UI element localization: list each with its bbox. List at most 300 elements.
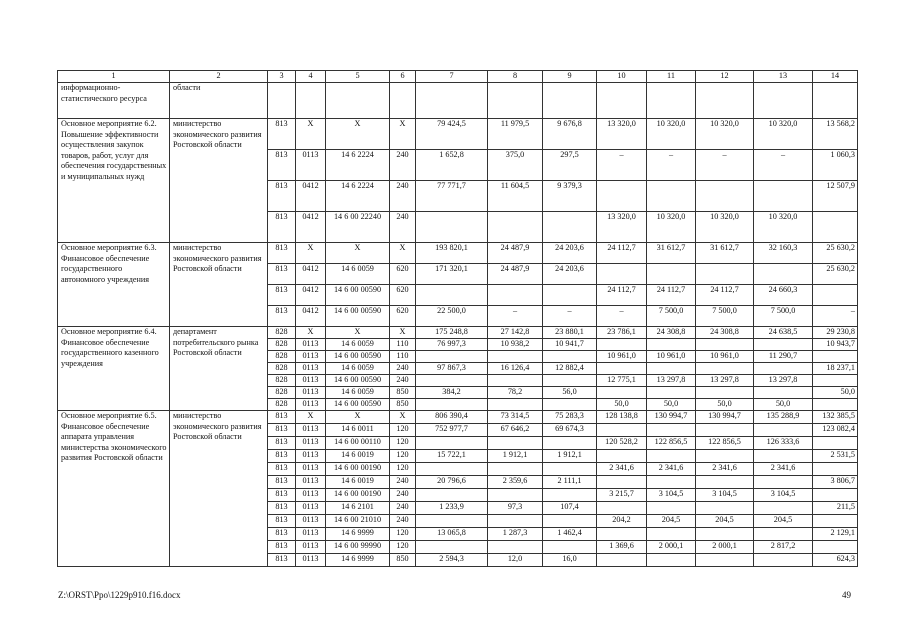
footer-page-number: 49 [842,590,851,600]
table-cell [597,424,647,437]
header-row [58,71,858,83]
table-cell: 13 568,2 [813,119,858,150]
table-cell: 97 867,3 [416,363,488,375]
table-cell: 20 796,6 [416,476,488,489]
table-cell: 24 308,8 [647,327,696,339]
table-cell: 297,5 [543,150,597,181]
table-cell: 806 390,4 [416,411,488,424]
table-cell: 14 6 0059 [326,387,390,399]
column-number: 10 [597,71,647,83]
table-cell: 14 6 9999 [326,554,390,567]
table-cell: 0113 [296,476,326,489]
table-cell [647,502,696,515]
table-cell: 813 [268,463,296,476]
table-cell: 14 6 00 00190 [326,463,390,476]
table-cell: 14 6 00 22240 [326,212,390,243]
table-cell: 204,2 [597,515,647,528]
table-cell [543,351,597,363]
table-cell: 7 500,0 [647,306,696,327]
table-cell: 126 333,6 [754,437,813,450]
table-cell: 120 [390,463,416,476]
table-cell: 120 528,2 [597,437,647,450]
table-cell: 123 082,4 [813,424,858,437]
table-cell: 2 341,6 [597,463,647,476]
table-cell: 23 880,1 [543,327,597,339]
table-cell [416,489,488,502]
table-cell: 240 [390,515,416,528]
table-cell [416,351,488,363]
table-cell: 7 500,0 [696,306,754,327]
table-cell: 24 203,6 [543,264,597,285]
table-cell: 813 [268,541,296,554]
table-cell: 2 129,1 [813,528,858,541]
table-cell [754,554,813,567]
table-cell [488,351,543,363]
table-cell: 1 912,1 [543,450,597,463]
table-cell: 110 [390,351,416,363]
table-cell: 813 [268,528,296,541]
table-cell: – [647,150,696,181]
table-cell: 813 [268,150,296,181]
empty-cell [268,83,296,119]
table-cell [813,212,858,243]
table-cell: 828 [268,399,296,411]
table-cell: 3 104,5 [647,489,696,502]
table-cell [488,463,543,476]
table-cell: 24 487,9 [488,243,543,264]
table-cell: 828 [268,339,296,351]
empty-cell [326,83,390,119]
table-cell: 0113 [296,387,326,399]
table-cell: 0113 [296,399,326,411]
empty-cell [488,83,543,119]
table-cell: 13 320,0 [597,119,647,150]
table-cell: 813 [268,212,296,243]
empty-cell [696,83,754,119]
table-cell: 10 961,0 [597,351,647,363]
table-cell: 12,0 [488,554,543,567]
table-row [58,411,858,424]
table-cell: 2 817,2 [754,541,813,554]
table-cell: 14 6 2224 [326,150,390,181]
table-cell [416,375,488,387]
table-cell: 25 630,2 [813,243,858,264]
table-cell: Х [326,119,390,150]
table-cell: 79 424,5 [416,119,488,150]
table-cell: 0113 [296,463,326,476]
table-cell: 0412 [296,285,326,306]
table-cell [543,399,597,411]
table-cell: 50,0 [754,399,813,411]
table-cell [416,515,488,528]
measure-name: Основное мероприятие 6.5. Финансовое обеспечение аппарата управления министерства экономического развития Ростовской области [58,411,170,567]
table-cell: 14 6 0059 [326,363,390,375]
table-cell [696,554,754,567]
table-cell [543,463,597,476]
table-cell: Х [296,327,326,339]
table-cell: 14 6 2101 [326,502,390,515]
table-cell: 120 [390,541,416,554]
table-cell: 14 6 0059 [326,264,390,285]
table-cell [416,285,488,306]
table-cell: Х [326,327,390,339]
table-cell: 77 771,7 [416,181,488,212]
table-cell [813,351,858,363]
table-cell: 10 320,0 [754,212,813,243]
table-cell: – [597,150,647,181]
table-cell: 0113 [296,554,326,567]
table-cell [696,181,754,212]
table-cell: 813 [268,424,296,437]
table-cell: 11 290,7 [754,351,813,363]
table-cell: 10 938,2 [488,339,543,351]
table-cell: 12 882,4 [543,363,597,375]
table-cell [813,463,858,476]
table-cell: 0113 [296,150,326,181]
table-cell: 14 6 9999 [326,528,390,541]
table-cell: 14 6 00 00110 [326,437,390,450]
table-cell: 0412 [296,181,326,212]
table-cell: 10 320,0 [696,119,754,150]
table-cell: 18 237,1 [813,363,858,375]
table-cell: Х [390,411,416,424]
table-cell [696,424,754,437]
table-cell: 752 977,7 [416,424,488,437]
table-cell: 10 961,0 [647,351,696,363]
table-cell [813,437,858,450]
table-cell: 0113 [296,450,326,463]
table-cell: 50,0 [696,399,754,411]
empty-cell [813,83,858,119]
table-cell: 14 6 00 00590 [326,399,390,411]
table-cell: 7 500,0 [754,306,813,327]
table-cell: 193 820,1 [416,243,488,264]
empty-cell [597,83,647,119]
table-cell [754,387,813,399]
table-cell [754,264,813,285]
table-cell: 0412 [296,264,326,285]
table-cell: 1 912,1 [488,450,543,463]
measure-name: Основное мероприятие 6.4. Финансовое обеспечение государственного казенного учреждения [58,327,170,411]
table-cell: 240 [390,489,416,502]
table-cell: 10 320,0 [647,119,696,150]
table-cell: 0113 [296,375,326,387]
table-cell: 10 941,7 [543,339,597,351]
table-cell: 130 994,7 [647,411,696,424]
table-cell: 56,0 [543,387,597,399]
table-cell: Х [390,327,416,339]
table-cell: 27 142,8 [488,327,543,339]
table-cell: 375,0 [488,150,543,181]
table-cell: 14 6 0059 [326,339,390,351]
table-cell: 24 203,6 [543,243,597,264]
executor-name: министерство экономического развития Ростовской области [170,411,268,567]
table-cell: 22 500,0 [416,306,488,327]
continuation-row [58,83,858,119]
table-cell: 69 674,3 [543,424,597,437]
table-cell: 813 [268,181,296,212]
table-cell: 813 [268,437,296,450]
table-cell: 14 6 00 00590 [326,375,390,387]
table-cell: 130 994,7 [696,411,754,424]
table-cell [754,181,813,212]
table-cell: Х [326,243,390,264]
table-cell: 3 104,5 [696,489,754,502]
table-cell: 13 297,8 [754,375,813,387]
table-cell: 14 6 0019 [326,476,390,489]
table-cell: 0113 [296,502,326,515]
table-cell: 240 [390,181,416,212]
table-cell: 13 065,8 [416,528,488,541]
table-cell: 14 6 0019 [326,450,390,463]
measure-name: Основное мероприятие 6.2. Повышение эффективности осуществления закупок товаров, работ, услуг для обеспечения государственных и муниципальных нужд [58,119,170,243]
table-cell: 2 341,6 [696,463,754,476]
table-cell: 175 248,8 [416,327,488,339]
table-cell: 14 6 2224 [326,181,390,212]
table-cell: 0113 [296,339,326,351]
table-cell: Х [390,243,416,264]
table-cell: 15 722,1 [416,450,488,463]
table-cell [754,502,813,515]
table-cell [543,375,597,387]
table-cell [597,502,647,515]
table-cell: 50,0 [597,399,647,411]
table-cell: – [754,150,813,181]
table-cell: 3 104,5 [754,489,813,502]
table-cell [597,339,647,351]
table-cell: 828 [268,327,296,339]
table-cell [647,554,696,567]
column-number: 5 [326,71,390,83]
table-cell: 828 [268,351,296,363]
table-cell: 813 [268,411,296,424]
table-cell: 204,5 [696,515,754,528]
table-cell: 24 638,5 [754,327,813,339]
footer-file-path: Z:\ORST\Ppo\1229p910.f16.docx [58,590,181,600]
table-cell: 13 297,8 [696,375,754,387]
table-cell: 97,3 [488,502,543,515]
table-cell [543,212,597,243]
table-cell [696,502,754,515]
table-cell: 0113 [296,489,326,502]
table-cell [754,339,813,351]
table-cell: 813 [268,450,296,463]
table-cell: 32 160,3 [754,243,813,264]
column-number: 1 [58,71,170,83]
table-cell [543,541,597,554]
table-cell: 171 320,1 [416,264,488,285]
table-cell [488,489,543,502]
table-cell: 24 308,8 [696,327,754,339]
table-cell: 2 000,1 [647,541,696,554]
table-cell [754,528,813,541]
table-cell: 25 630,2 [813,264,858,285]
table-cell [488,399,543,411]
empty-cell [416,83,488,119]
table-cell: 813 [268,306,296,327]
table-cell: Х [296,119,326,150]
table-cell: 384,2 [416,387,488,399]
table-cell [754,450,813,463]
table-cell: 9 676,8 [543,119,597,150]
table-cell: 10 943,7 [813,339,858,351]
table-cell [597,264,647,285]
table-cell: 620 [390,285,416,306]
table-cell: 24 660,3 [754,285,813,306]
column-number: 3 [268,71,296,83]
table-cell: 122 856,5 [696,437,754,450]
table-cell [488,515,543,528]
table-cell [543,515,597,528]
table-cell [647,339,696,351]
table-cell: 0113 [296,437,326,450]
table-cell: 240 [390,476,416,489]
table-cell: – [813,306,858,327]
table-cell [696,476,754,489]
table-cell [813,541,858,554]
table-cell: 813 [268,515,296,528]
table-cell: 828 [268,363,296,375]
table-cell [597,528,647,541]
budget-table [57,70,858,567]
table-cell: 31 612,7 [696,243,754,264]
table-cell: 2 111,1 [543,476,597,489]
table-cell: 13 320,0 [597,212,647,243]
measure-name: информационно-статистического ресурса [58,83,170,119]
table-cell: 624,3 [813,554,858,567]
table-cell: 14 6 0011 [326,424,390,437]
table-cell: 107,4 [543,502,597,515]
table-cell: 24 487,9 [488,264,543,285]
empty-cell [754,83,813,119]
table-cell: 73 314,5 [488,411,543,424]
table-cell: 0113 [296,541,326,554]
table-cell [488,285,543,306]
table-cell: 813 [268,502,296,515]
table-cell: 14 6 00 00590 [326,306,390,327]
table-cell [488,437,543,450]
table-cell: 850 [390,387,416,399]
table-row [58,119,858,150]
table-cell: 23 786,1 [597,327,647,339]
table-cell: Х [296,411,326,424]
table-cell: 29 230,8 [813,327,858,339]
table-cell: 813 [268,489,296,502]
table-cell [597,387,647,399]
table-cell: 120 [390,450,416,463]
table-cell [696,264,754,285]
table-cell: 67 646,2 [488,424,543,437]
table-cell: 1 369,6 [597,541,647,554]
table-row [58,243,858,264]
empty-cell [390,83,416,119]
table-cell: 9 379,3 [543,181,597,212]
table-cell [647,387,696,399]
table-cell: 3 215,7 [597,489,647,502]
table-cell: 1 060,3 [813,150,858,181]
table-cell: 1 462,4 [543,528,597,541]
table-cell: 620 [390,264,416,285]
column-number: 9 [543,71,597,83]
table-cell: 2 594,3 [416,554,488,567]
table-cell: 0412 [296,306,326,327]
table-cell [813,285,858,306]
column-number: 4 [296,71,326,83]
table-cell: 14 6 00 99990 [326,541,390,554]
column-number: 13 [754,71,813,83]
table-cell: 813 [268,119,296,150]
table-row [58,327,858,339]
table-cell: 850 [390,399,416,411]
column-number: 11 [647,71,696,83]
table-cell [647,450,696,463]
measure-name: Основное мероприятие 6.3. Финансовое обеспечение государственного автономного учреждения [58,243,170,327]
table-cell: 1 287,3 [488,528,543,541]
table-cell: 813 [268,554,296,567]
table-cell: 31 612,7 [647,243,696,264]
table-cell: 13 297,8 [647,375,696,387]
table-cell [647,476,696,489]
table-cell: 240 [390,502,416,515]
table-cell: 50,0 [813,387,858,399]
table-cell [813,399,858,411]
empty-cell [296,83,326,119]
table-cell: 132 385,5 [813,411,858,424]
table-cell [696,363,754,375]
table-cell: 11 604,5 [488,181,543,212]
table-cell: 850 [390,554,416,567]
table-cell [647,264,696,285]
table-cell: 10 320,0 [696,212,754,243]
table-cell [597,554,647,567]
table-cell: 24 112,7 [696,285,754,306]
table-cell: 24 112,7 [597,243,647,264]
table-cell: 14 6 00 21010 [326,515,390,528]
table-cell: 813 [268,476,296,489]
table-cell [647,363,696,375]
table-cell: 76 997,3 [416,339,488,351]
table-cell: 14 6 00 00590 [326,351,390,363]
table-cell [416,399,488,411]
table-cell: 2 359,6 [488,476,543,489]
table-cell: 120 [390,528,416,541]
executor-name: министерство экономического развития Ростовской области [170,119,268,243]
table-cell [543,489,597,502]
table-cell [696,339,754,351]
table-cell [647,181,696,212]
table-cell: – [488,306,543,327]
table-cell: 24 112,7 [647,285,696,306]
table-cell: 240 [390,150,416,181]
table-cell: 211,5 [813,502,858,515]
table-cell [416,212,488,243]
table-cell [597,476,647,489]
table-cell: 78,2 [488,387,543,399]
table-cell: 3 806,7 [813,476,858,489]
table-cell: 240 [390,363,416,375]
table-cell [696,528,754,541]
table-cell: 813 [268,243,296,264]
table-cell: 11 979,5 [488,119,543,150]
table-cell: 828 [268,375,296,387]
table-cell: 240 [390,375,416,387]
table-cell: 12 507,9 [813,181,858,212]
table-cell: 0113 [296,528,326,541]
table-cell: 2 341,6 [754,463,813,476]
table-cell [754,363,813,375]
column-number: 12 [696,71,754,83]
table-cell: 204,5 [647,515,696,528]
